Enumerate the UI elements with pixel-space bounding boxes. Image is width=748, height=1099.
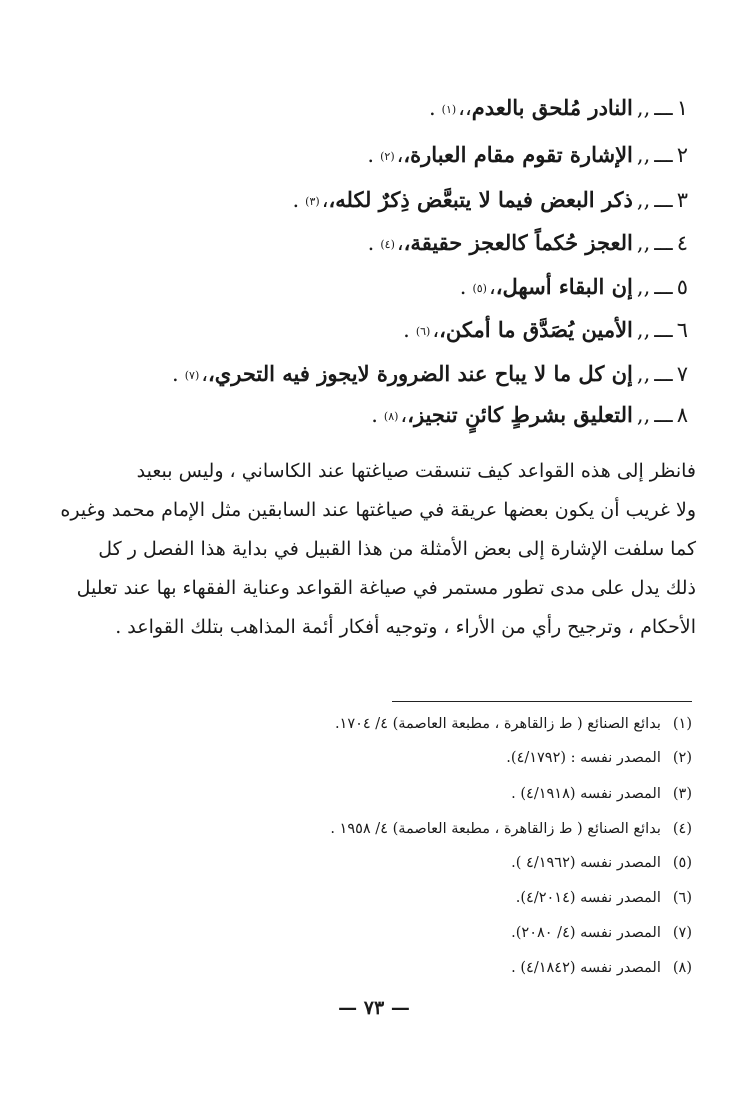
rule-item: ٣ـــ,,ذكر البعض فيما لا يتبعَّض ذِكرٌ لكله،،(٣). — [292, 187, 688, 212]
rule-number: ٨ — [676, 403, 688, 427]
footnote-text: المصدر نفسه (٤/١٩٦٢ ). — [511, 855, 661, 871]
page-number: — ٧٣ — — [338, 997, 410, 1019]
footnote-separator — [392, 701, 692, 702]
footnote-item — [32, 817, 692, 841]
footnote-item — [32, 712, 692, 736]
body-paragraph — [36, 452, 696, 647]
footnote-item — [32, 921, 692, 945]
footnote-item — [32, 782, 692, 806]
footnote-ref: (١) — [441, 103, 457, 116]
paragraph-line: الأحكام ، وترجيح رأي من الأراء ، وتوجيه أفكار أئمة المذاهب بتلك القواعد . — [115, 616, 696, 638]
rule-item: ٥ـــ,,إن البقاء أسهل،،(٥). — [459, 274, 688, 299]
footnote-ref: (٨) — [383, 410, 399, 423]
rule-item: ١ـــ,,النادر مُلحق بالعدم،،(١). — [428, 95, 688, 120]
footnote-item — [32, 886, 692, 910]
rule-text: الأمين يُصَدَّق ما أمكن، — [439, 317, 633, 342]
footnote-number: (٥) — [672, 855, 692, 871]
rule-item: ٨ـــ,,التعليق بشرطٍ كائنٍ تنجيز،،(٨). — [371, 402, 688, 427]
rule-number: ٥ — [676, 275, 688, 299]
rule-item: ٦ـــ,,الأمين يُصَدَّق ما أمكن،،(٦). — [403, 317, 688, 342]
footnote-number: (١) — [672, 716, 692, 732]
paragraph-line: ولا غريب أن يكون بعضها عريقة في صياغتها عند السابقين مثل الإمام محمد وغيره — [60, 499, 696, 521]
rule-text: العجز حُكماً كالعجز حقيقة، — [403, 230, 633, 255]
footnote-text: المصدر نفسه (٤/١٨٤٢) . — [511, 960, 661, 976]
footnote-number: (٢) — [672, 750, 692, 766]
footnote-number: (٦) — [672, 890, 692, 906]
footnote-ref: (٦) — [415, 325, 431, 338]
rule-number: ٦ — [676, 318, 688, 342]
paragraph-line: ذلك يدل على مدى تطور مستمر في صياغة القواعد وعناية الفقهاء بها عند تعليل — [76, 577, 696, 599]
rule-number: ٢ — [676, 143, 688, 167]
rule-number: ٤ — [676, 231, 688, 255]
footnote-text: المصدر نفسه (٤/١٩١٨) . — [511, 786, 661, 802]
rule-text: ذكر البعض فيما لا يتبعَّض ذِكرٌ لكله، — [328, 187, 633, 212]
rule-text: التعليق بشرطٍ كائنٍ تنجيز، — [407, 402, 633, 427]
footnote-ref: (٥) — [472, 282, 487, 295]
paragraph-line: فانظر إلى هذه القواعد كيف تنسقت صياغتها عند الكاساني ، وليس ببعيد — [136, 460, 696, 482]
footnote-text: بدائع الصنائع ( ط زالقاهرة ، مطبعة العاصمة) ٤/ ١٩٥٨ . — [330, 821, 661, 837]
footnote-text: المصدر نفسه (٤/ ٢٠٨٠). — [511, 925, 661, 941]
rule-text: إن البقاء أسهل، — [495, 274, 633, 299]
footnote-item — [32, 956, 692, 980]
rule-text: النادر مُلحق بالعدم — [471, 95, 633, 120]
rule-text: إن كل ما لا يباح عند الضرورة لايجوز فيه التحري، — [208, 361, 633, 386]
rule-text: الإشارة تقوم مقام العبارة، — [403, 142, 633, 167]
rule-item: ٧ـــ,,إن كل ما لا يباح عند الضرورة لايجوز فيه التحري،،(٧). — [172, 361, 688, 386]
footnote-item — [32, 746, 692, 770]
footnote-item — [32, 851, 692, 875]
footnote-number: (٤) — [672, 821, 692, 837]
rule-number: ١ — [676, 96, 688, 120]
footnote-ref: (٢) — [380, 150, 395, 163]
footnote-number: (٣) — [672, 786, 692, 802]
rule-number: ٧ — [676, 362, 688, 386]
footnote-ref: (٣) — [305, 195, 320, 208]
footnote-ref: (٧) — [184, 369, 200, 382]
footnote-ref: (٤) — [380, 238, 395, 251]
footnote-number: (٨) — [672, 960, 692, 976]
paragraph-line: كما سلفت الإشارة إلى بعض الأمثلة من هذا القبيل في بداية هذا الفصل ر كل — [98, 538, 696, 560]
footnote-text: المصدر نفسه (٤/٢٠١٤). — [515, 890, 661, 906]
rule-number: ٣ — [676, 188, 688, 212]
rule-item: ٢ـــ,,الإشارة تقوم مقام العبارة،،(٢). — [367, 142, 688, 167]
rule-item: ٤ـــ,,العجز حُكماً كالعجز حقيقة،،(٤). — [367, 230, 688, 255]
footnote-text: المصدر نفسه : (٤/١٧٩٢). — [506, 750, 661, 766]
footnote-number: (٧) — [672, 925, 692, 941]
footnote-text: بدائع الصنائع ( ط زالقاهرة ، مطبعة العاصمة) ٤/ ١٧٠٤. — [334, 716, 661, 732]
